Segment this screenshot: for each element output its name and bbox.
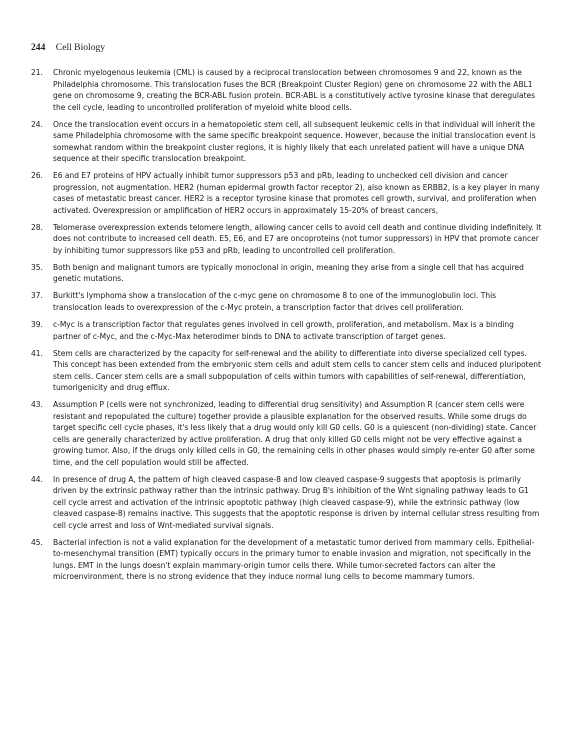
item-number: 41. xyxy=(31,348,43,358)
list-item xyxy=(31,119,544,165)
list-item xyxy=(31,290,544,313)
list-item xyxy=(31,537,544,583)
list-item xyxy=(31,348,544,394)
item-text: c-Myc is a transcription factor that regulates genes involved in cell growth, proliferation, and metabolism. Max is a binding partner of c-Myc, and the c-Myc-Max heterodimer binds to DNA to activate transcription of target genes. xyxy=(53,320,514,341)
list-item xyxy=(31,474,544,532)
item-text: Stem cells are characterized by the capacity for self-renewal and the ability to differentiate into diverse specialized cell types. This concept has been extended from the embryonic stem cells and adult stem cells to cancer stem cells and induced pluripotent stem cells. Cancer stem cells are a small subpopulation of cells within tumors with capabilities of self-renewal, differentiation, tumorigenicity and drug efflux. xyxy=(53,348,541,393)
item-text: Assumption P (cells were not synchronized, leading to differential drug sensitivity) and Assumption R (cancer stem cells were resistant and repopulated the culture) together provide a plausible explanation for the observed results. While some drugs do target specific cell cycle phases, it's less likely that a drug would only kill G0 cells. G0 is a quiescent (non-dividing) state. Cancer cells are generally characterized by active proliferation. A drug that only killed G0 cells might not be very effective against a growing tumor. Also, if the drugs only killed cells in G0, the remaining cells in other phases would simply re-enter G0 after some time, and the cell population would still be affected. xyxy=(53,400,537,467)
item-number: 37. xyxy=(31,291,43,301)
list-item xyxy=(31,399,544,468)
list-item xyxy=(31,67,544,113)
running-title: Cell Biology xyxy=(55,42,106,53)
item-number: 24. xyxy=(31,119,43,129)
item-text: Once the translocation event occurs in a hematopoietic stem cell, all subsequent leukemic cells in that individual will inherit the same Philadelphia chromosome with the same specific breakpoint sequence. However, because the initial translocation event is somewhat random within the breakpoint cluster regions, it is highly likely that each unrelated patient will have a unique DNA sequence at their specific translocation breakpoint. xyxy=(53,119,536,164)
list-item xyxy=(31,170,544,216)
item-text: Both benign and malignant tumors are typically monoclonal in origin, meaning they arise from a single cell that has acquired genetic mutations. xyxy=(53,262,524,284)
answer-list xyxy=(31,67,544,589)
list-item xyxy=(31,319,544,342)
item-number: 28. xyxy=(31,222,43,232)
item-text: In presence of drug A, the pattern of high cleaved caspase-8 and low cleaved caspase-9 suggests that apoptosis is primarily driven by the extrinsic pathway rather than the intrinsic pathway. Drug B's inhibition of the Wnt signaling pathway leads to G1 cell cycle arrest and activation of the intrinsic apoptotic pathway (high cleaved caspase-9), while the extrinsic pathway (low cleaved caspase-8) remains inactive. This suggests that the apoptotic response is driven by internal cellular stress resulting from cell cycle arrest and loss of Wnt-mediated survival signals. xyxy=(53,474,540,530)
item-text: Bacterial infection is not a valid explanation for the development of a metastatic tumor derived from mammary cells. Epithelial-to-mesenchymal transition (EMT) typically occurs in the primary tumor to enable invasion and migration, not specifically in the lungs. EMT in the lungs doesn't explain mammary-origin tumor cells there. While tumor-secreted factors can alter the microenvironment, there is no strong evidence that they induce normal lung cells to become mammary tumors. xyxy=(53,537,535,582)
item-text: Telomerase overexpression extends telomere length, allowing cancer cells to avoid cell death and continue dividing indefinitely. It does not contribute to increased cell death. E5, E6, and E7 are oncoproteins (not tumor suppressors) in HPV that promote cancer by inhibiting tumor suppressors like p53 and pRb, leading to uncontrolled cell proliferation. xyxy=(53,222,542,255)
page-number: 244 xyxy=(31,42,46,53)
item-text: E6 and E7 proteins of HPV actually inhibit tumor suppressors p53 and pRb, leading to unchecked cell division and cancer progression, not augmentation. HER2 (human epidermal growth factor receptor 2), also known as ERBB2, is a key player in many cases of metastatic breast cancer. HER2 is a receptor tyrosine kinase that promotes cell growth, survival, and proliferation when activated. Overexpression or amplification of HER2 occurs in approximately 15-20% of breast cancers, xyxy=(53,171,540,215)
item-text: Chronic myelogenous leukemia (CML) is caused by a reciprocal translocation between chromosomes 9 and 22, known as the Philadelphia chromosome. This translocation fuses the BCR (Breakpoint Cluster Region) gene on chromosome 22 with the ABL1 gene on chromosome 9, creating the BCR-ABL fusion protein. BCR-ABL is a constitutively active tyrosine kinase that deregulates the cell cycle, leading to uncontrolled proliferation of myeloid white blood cells. xyxy=(53,68,536,112)
item-number: 26. xyxy=(31,171,43,181)
list-item xyxy=(31,262,544,285)
item-number: 21. xyxy=(31,68,43,77)
item-number: 45. xyxy=(31,537,43,547)
running-header xyxy=(31,42,105,53)
item-number: 43. xyxy=(31,400,43,410)
list-item xyxy=(31,222,544,257)
item-number: 44. xyxy=(31,474,43,484)
item-number: 39. xyxy=(31,320,43,330)
item-number: 35. xyxy=(31,262,43,272)
item-text: Burkitt's lymphoma show a translocation of the c-myc gene on chromosome 8 to one of the immunoglobulin loci. This translocation leads to overexpression of the c-Myc protein, a transcription factor that drives cell proliferation. xyxy=(53,291,497,312)
